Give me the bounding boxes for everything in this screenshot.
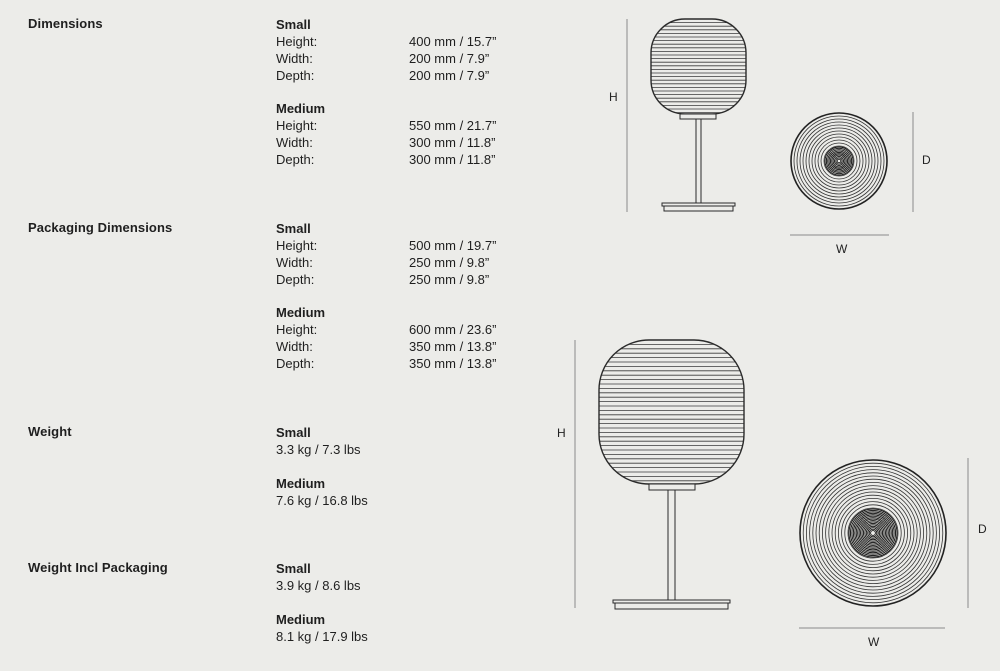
spec-key: Height:: [276, 34, 318, 49]
height-label: H: [609, 90, 618, 104]
spec-value: 600 mm / 23.6”: [409, 322, 497, 337]
spec-key: Width:: [276, 135, 313, 150]
small-lamp-top-view: [790, 112, 931, 256]
small-lamp-stem: [696, 119, 701, 203]
dimensions-label: Dimensions: [28, 16, 103, 31]
small-lamp-side-view: [609, 19, 746, 212]
medium-lamp-top-view: [799, 458, 987, 649]
spec-key: Depth:: [276, 152, 315, 167]
small-shade-stripes: [651, 23, 746, 113]
small-top-rings: [791, 113, 887, 209]
packaging-dimensions-label: Packaging Dimensions: [28, 220, 173, 235]
spec-value: 300 mm / 11.8”: [409, 135, 496, 150]
group-title: Small: [276, 425, 311, 440]
spec-value: 250 mm / 9.8”: [409, 255, 490, 270]
spec-value: 200 mm / 7.9”: [409, 68, 490, 83]
weight-value: 7.6 kg / 16.8 lbs: [276, 493, 368, 508]
spec-value: 350 mm / 13.8”: [409, 339, 497, 354]
top-view-outline: [791, 113, 887, 209]
depth-label: D: [978, 522, 987, 536]
spec-key: Depth:: [276, 356, 315, 371]
spec-value: 500 mm / 19.7”: [409, 238, 497, 253]
spec-value: 250 mm / 9.8”: [409, 272, 490, 287]
weight-incl-packaging-label: Weight Incl Packaging: [28, 560, 168, 575]
spec-value: 550 mm / 21.7”: [409, 118, 497, 133]
spec-key: Width:: [276, 255, 313, 270]
spec-key: Height:: [276, 238, 318, 253]
weight-label: Weight: [28, 424, 72, 439]
width-label: W: [836, 242, 848, 256]
medium-top-rings: [800, 460, 946, 606]
spec-value: 350 mm / 13.8”: [409, 356, 497, 371]
weight-value: 8.1 kg / 17.9 lbs: [276, 629, 368, 644]
depth-label: D: [922, 153, 931, 167]
spec-key: Width:: [276, 339, 313, 354]
group-title: Small: [276, 221, 311, 236]
group-title: Small: [276, 561, 311, 576]
group-title: Medium: [276, 305, 326, 320]
spec-key: Depth:: [276, 68, 315, 83]
medium-shade-stripes: [599, 344, 744, 480]
group-title: Medium: [276, 476, 326, 491]
weight-value: 3.9 kg / 8.6 lbs: [276, 578, 361, 593]
group-title: Small: [276, 17, 311, 32]
width-label: W: [868, 635, 880, 649]
spec-value: 400 mm / 15.7”: [409, 34, 497, 49]
medium-lamp-side-view: [557, 340, 744, 609]
medium-lamp-collar: [649, 484, 695, 490]
small-lamp-base: [664, 206, 733, 211]
medium-lamp-base: [615, 603, 728, 609]
top-view-outline: [800, 460, 946, 606]
spec-key: Depth:: [276, 272, 315, 287]
weight-value: 3.3 kg / 7.3 lbs: [276, 442, 361, 457]
small-lamp-collar: [680, 114, 716, 119]
spec-key: Height:: [276, 118, 318, 133]
height-label: H: [557, 426, 566, 440]
spec-value: 200 mm / 7.9”: [409, 51, 490, 66]
medium-lamp-stem: [668, 490, 675, 600]
group-title: Medium: [276, 612, 326, 627]
group-title: Medium: [276, 101, 326, 116]
spec-key: Height:: [276, 322, 318, 337]
spec-value: 300 mm / 11.8”: [409, 152, 496, 167]
spec-key: Width:: [276, 51, 313, 66]
